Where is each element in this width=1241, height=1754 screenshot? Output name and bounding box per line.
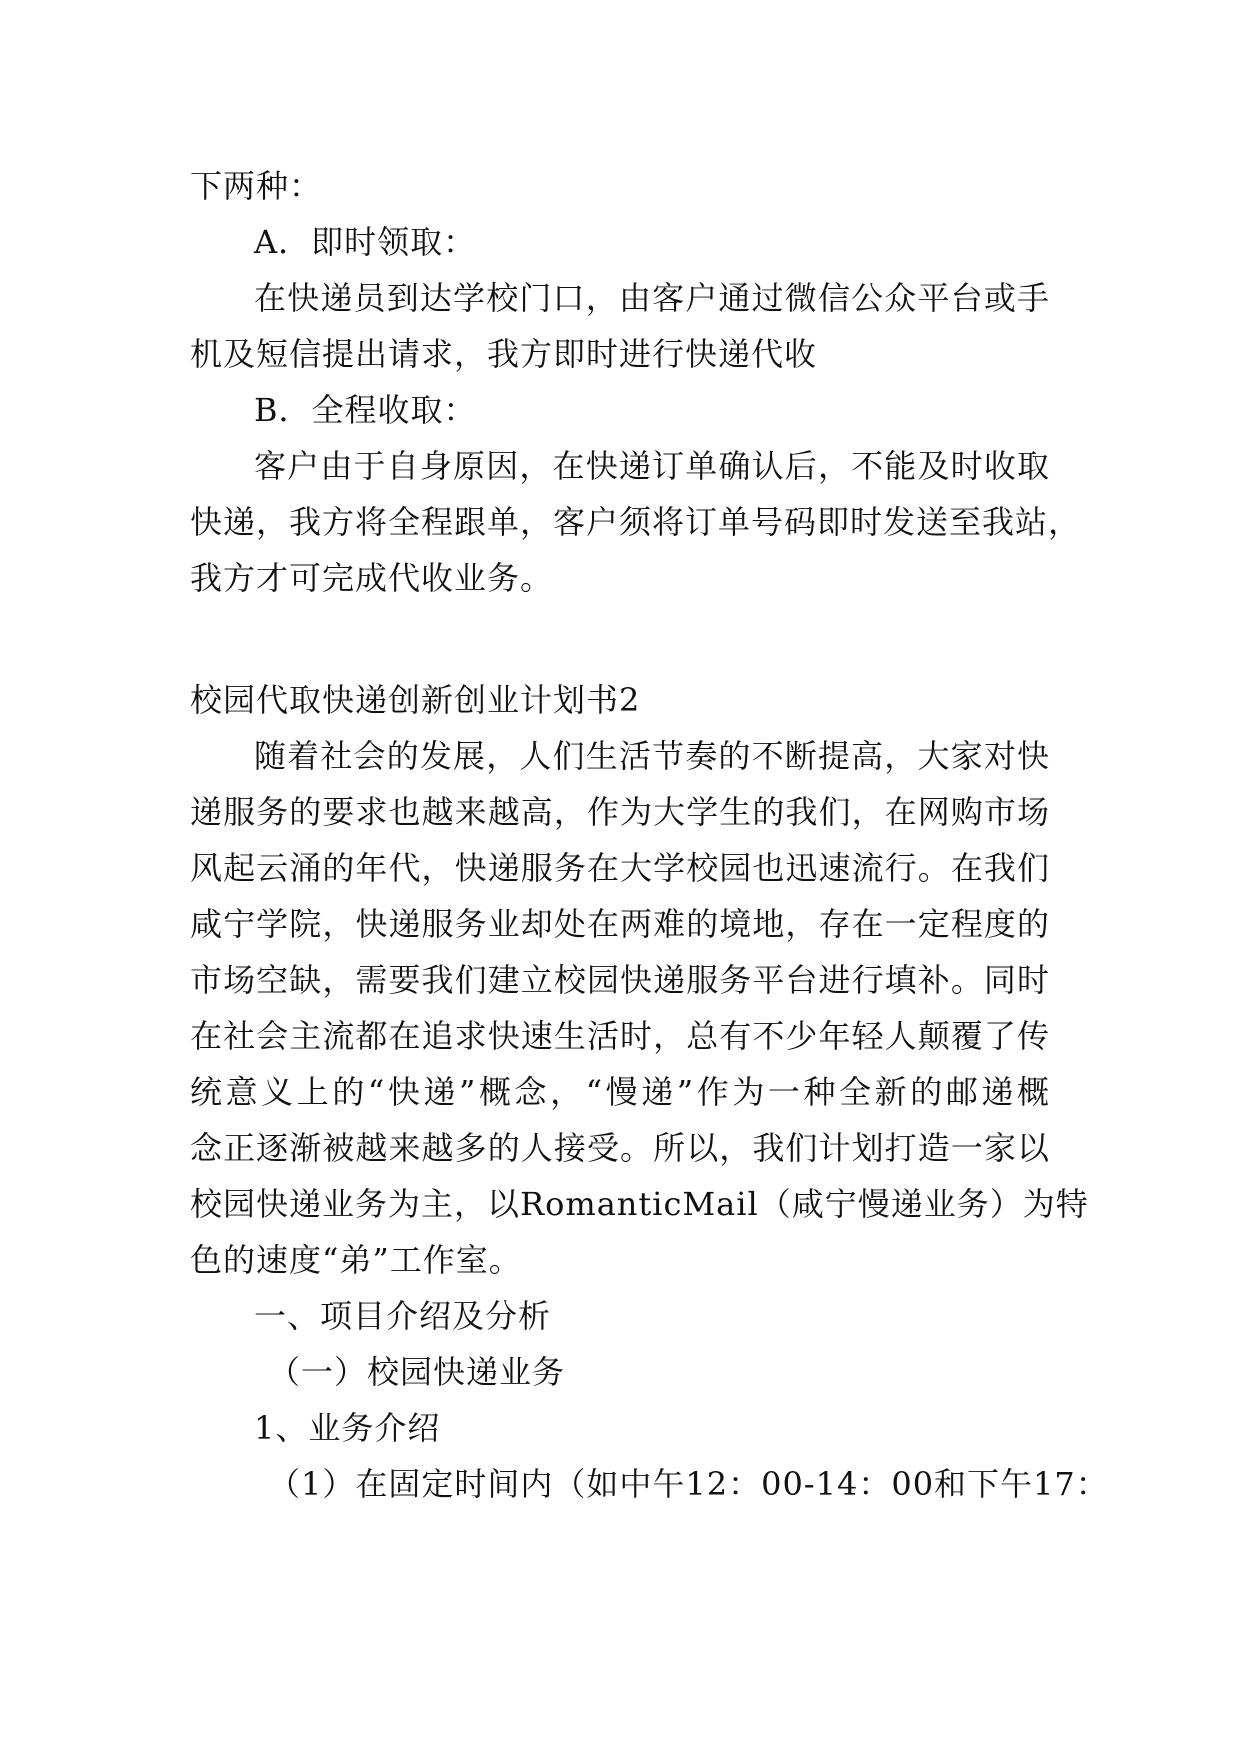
text-line: 在社会主流都在追求快速生活时，总有不少年轻人颠覆了传 <box>190 1017 1050 1055</box>
heading-level-3: 1、业务介绍 <box>254 1409 441 1447</box>
text-line: 快递，我方将全程跟单，客户须将订单号码即时发送至我站， <box>190 503 1082 541</box>
text-line: 念正逐渐被越来越多的人接受。所以，我们计划打造一家以 <box>190 1129 1050 1167</box>
text-line: 客户由于自身原因，在快递订单确认后，不能及时收取 <box>254 447 1050 485</box>
text-line: 市场空缺，需要我们建立校园快递服务平台进行填补。同时 <box>190 961 1050 999</box>
heading-level-1: 一、项目介绍及分析 <box>254 1297 552 1335</box>
text-line: 机及短信提出请求，我方即时进行快递代收 <box>190 335 818 373</box>
text-line: （1）在固定时间内（如中午12：00-14：00和下午17： <box>268 1465 1109 1503</box>
text-line: 校园快递业务为主，以RomanticMail（咸宁慢递业务）为特 <box>190 1185 1089 1223</box>
text-line: 递服务的要求也越来越高，作为大学生的我们，在网购市场 <box>190 793 1050 831</box>
option-a-heading: A．即时领取： <box>254 223 477 261</box>
section-title: 校园代取快递创新创业计划书2 <box>190 681 641 719</box>
text-line: 在快递员到达学校门口，由客户通过微信公众平台或手 <box>254 279 1050 317</box>
heading-level-2: （一）校园快递业务 <box>268 1353 566 1391</box>
text-line: 下两种： <box>190 167 323 205</box>
text-line: 色的速度“弟”工作室。 <box>190 1241 522 1279</box>
text-line: 统意义上的“快递”概念，“慢递”作为一种全新的邮递概 <box>190 1073 1050 1111</box>
text-line: 咸宁学院，快递服务业却处在两难的境地，存在一定程度的 <box>190 905 1050 943</box>
text-line: 风起云涌的年代，快递服务在大学校园也迅速流行。在我们 <box>190 849 1050 887</box>
text-line: 我方才可完成代收业务。 <box>190 559 554 597</box>
option-b-heading: B．全程收取： <box>254 391 477 429</box>
text-line: 随着社会的发展，人们生活节奏的不断提高，大家对快 <box>254 737 1050 775</box>
